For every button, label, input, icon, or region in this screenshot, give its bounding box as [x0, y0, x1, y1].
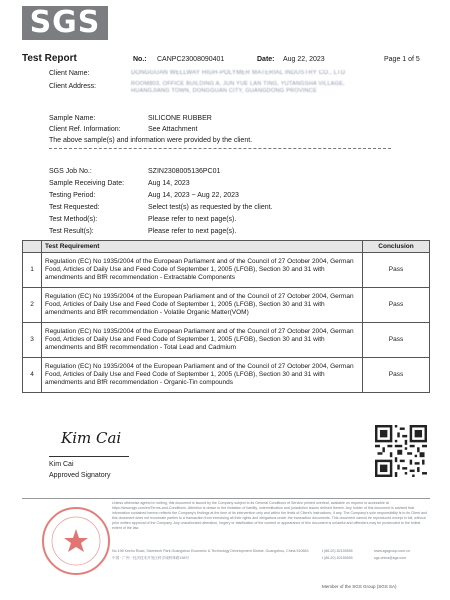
table-row [23, 358, 430, 393]
receiving-date-label: Sample Receiving Date: [49, 180, 125, 187]
sgs-member-note: Member of the SGS Group (SGS SA) [322, 584, 397, 589]
row-requirement: Regulation (EC) No 1935/2004 of the European Parliament and of the Council of 27 October 2004, German Food, Articles of Daily Use and Feed Code of September 1, 2005 (LFGB), Section 30 and 31 with amendments and BfR recommendation - Total Lead and Cadmium [42, 323, 363, 358]
qr-code [375, 425, 427, 477]
header-requirement: Test Requirement [42, 241, 363, 253]
client-ref-label: Client Ref. Information: [49, 126, 121, 133]
sample-name-value: SILICONE RUBBER [148, 115, 212, 122]
page-number: Page 1 of 5 [384, 56, 420, 63]
report-title: Test Report [22, 53, 77, 64]
footer-disclaimer: Unless otherwise agreed in writing, this document is issued by the Company subject to its General Conditions of Service printed overleaf, available on request or accessible at https://www.sgs.com/en/Terms-and-Conditions. Attention is drawn to the limitation of liability, indemnification and jurisdiction issues defined therein. Any holder of this document is advised that information contained hereon reflects the Company's findings at the time of its intervention only and within the limits of Client's instructions, if any. The Company's sole responsibility is to its Client and this document does not exonerate parties to a transaction from exercising all their rights and obligations under the transaction documents. This document cannot be reproduced except in full, without prior written approval of the Company. Any unauthorized alteration, forgery or falsification of the content or appearance of this document is unlawful and offenders may be prosecuted to the fullest extent of the law. [112, 501, 428, 530]
row-conclusion: Pass [363, 323, 430, 358]
footer-address-cn: 中国 · 广州 · 经济技术开发区科学城科珠路198号 [112, 556, 190, 560]
table-row [23, 288, 430, 323]
test-requested-label: Test Requested: [49, 204, 100, 211]
client-name-value: DONGGUAN WELLWAY HIGH-POLYMER MATERIAL INDUSTRY CO., LTD [131, 70, 346, 76]
dashed-divider [49, 148, 391, 149]
company-seal-stamp [40, 505, 112, 577]
row-number: 4 [23, 358, 42, 393]
row-number: 2 [23, 288, 42, 323]
test-requirement-table [22, 240, 430, 393]
footer-email: sgs.china@sgs.com [374, 556, 407, 560]
footer-phone-en: t (86-20) 82155555 [322, 549, 353, 553]
test-method-value: Please refer to next page(s). [148, 216, 237, 223]
client-address-line2: HUANGJIANG TOWN, DONGGUAN CITY, GUANGDONG PROVINCE [131, 88, 317, 94]
job-no-value: SZIN2308005136PC01 [148, 168, 221, 175]
signatory-name: Kim Cai [49, 461, 74, 468]
row-conclusion: Pass [363, 288, 430, 323]
job-no-label: SGS Job No.: [49, 168, 92, 175]
report-no-label: No.: [133, 56, 147, 63]
row-number: 3 [23, 323, 42, 358]
table-header-row [23, 241, 430, 253]
row-requirement: Regulation (EC) No 1935/2004 of the European Parliament and of the Council of 27 October 2004, German Food, Articles of Daily Use and Feed Code of September 1, 2005 (LFGB), Section 30 and 31 with amendments and BfR recommendation - Volatile Organic Matter(VOM) [42, 288, 363, 323]
row-requirement: Regulation (EC) No 1935/2004 of the European Parliament and of the Council of 27 October 2004, German Food, Articles of Daily Use and Feed Code of September 1, 2005 (LFGB), Section 30 and 31 with amendments and BfR recommendation - Organic-Tin compounds [42, 358, 363, 393]
date-label: Date: [257, 56, 275, 63]
table-row [23, 323, 430, 358]
client-address-label: Client Address: [49, 83, 97, 90]
testing-period-label: Testing Period: [49, 192, 96, 199]
row-conclusion: Pass [363, 358, 430, 393]
footer-phone-cn: t (86-20) 82155555 [322, 556, 353, 560]
test-result-value: Please refer to next page(s). [148, 228, 237, 235]
footer-website: www.sgsgroup.com.cn [374, 549, 410, 553]
receiving-date-value: Aug 14, 2023 [148, 180, 190, 187]
client-address-line1: ROOM803, OFFICE BUILDING A, JUN YUE LAN TING, YUTANGSHA VILLAGE, [131, 81, 345, 87]
row-conclusion: Pass [363, 253, 430, 288]
client-ref-value: See Attachment [148, 126, 198, 133]
sample-note: The above sample(s) and information were provided by the client. [49, 137, 253, 144]
test-requested-value: Select test(s) as requested by the client. [148, 204, 273, 211]
footer-divider [22, 498, 430, 499]
row-requirement: Regulation (EC) No 1935/2004 of the European Parliament and of the Council of 27 October 2004, German Food, Articles of Daily Use and Feed Code of September 1, 2005 (LFGB), Section 30 and 31 with amendments and BfR recommendation - Extractable Components [42, 253, 363, 288]
testing-period-value: Aug 14, 2023 ~ Aug 22, 2023 [148, 192, 239, 199]
signatory-title: Approved Signatory [49, 472, 111, 479]
sgs-logo: SGS [22, 6, 108, 40]
header-conclusion: Conclusion [363, 241, 430, 253]
header-number-cell [23, 241, 42, 253]
table-row [23, 253, 430, 288]
date-value: Aug 22, 2023 [283, 56, 325, 63]
row-number: 1 [23, 253, 42, 288]
handwritten-signature: Kim Cai [61, 429, 122, 447]
signature-line [49, 456, 129, 457]
client-name-label: Client Name: [49, 70, 90, 77]
test-result-label: Test Result(s): [49, 228, 94, 235]
footer-address-en: No.198 Kezhu Road, Scientech Park Guangzhou Economic & Technology Development District, Guangzhou, China 510663 [112, 549, 309, 553]
sample-name-label: Sample Name: [49, 115, 96, 122]
test-method-label: Test Method(s): [49, 216, 98, 223]
report-no-value: CANPC23008090401 [157, 56, 225, 63]
